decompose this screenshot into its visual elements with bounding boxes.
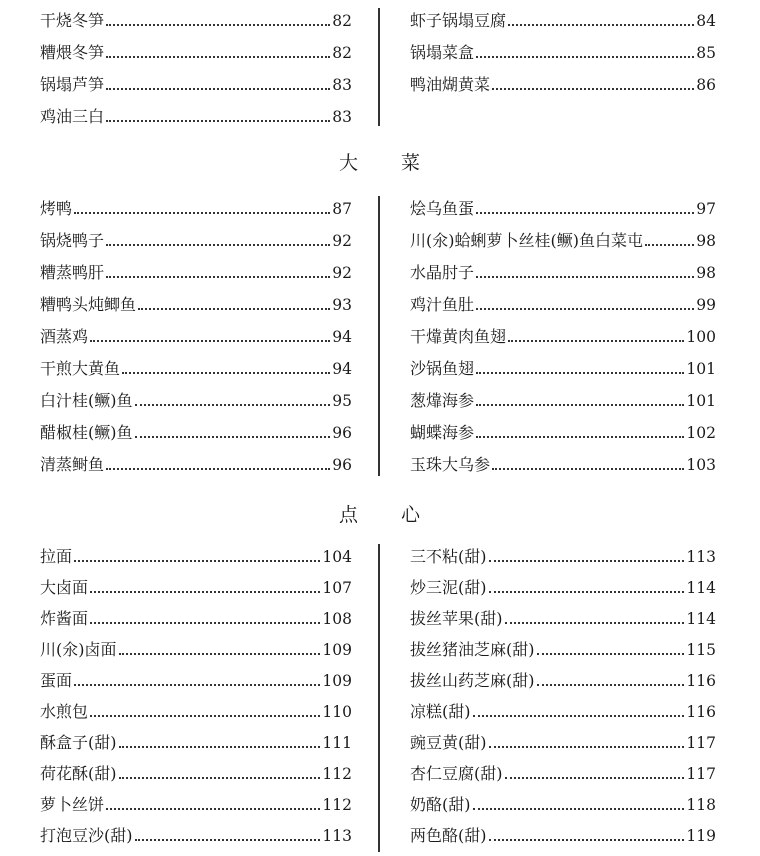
toc-entry xyxy=(410,228,716,254)
leader-dots xyxy=(476,436,684,438)
entry-page: 117 xyxy=(686,765,716,783)
leader-dots xyxy=(476,212,694,214)
toc-entry xyxy=(410,292,716,318)
entry-name: 葱㸆海参 xyxy=(410,391,475,410)
entry-name: 拔丝猪油芝麻(甜) xyxy=(410,640,535,659)
entry-name: 锅烧鸭子 xyxy=(40,231,105,250)
entry-name: 干煎大黄鱼 xyxy=(40,359,121,378)
entry-name: 拉面 xyxy=(40,547,73,566)
toc-entry xyxy=(410,324,716,350)
entry-page: 115 xyxy=(686,641,716,659)
entry-name: 打泡豆沙(甜) xyxy=(40,826,133,845)
entry-name: 虾子锅塌豆腐 xyxy=(410,11,507,30)
toc-entry xyxy=(410,260,716,286)
heading-char: 大 xyxy=(338,152,359,174)
entry-page: 85 xyxy=(696,44,716,62)
toc-entry xyxy=(410,388,716,414)
entry-page: 98 xyxy=(696,232,716,250)
leader-dots xyxy=(645,244,694,246)
entry-page: 84 xyxy=(696,12,716,30)
leader-dots xyxy=(476,404,684,406)
entry-name: 沙锅鱼翅 xyxy=(410,359,475,378)
toc-entry xyxy=(40,823,352,849)
entry-name: 炒三泥(甜) xyxy=(410,578,487,597)
entry-page: 94 xyxy=(332,328,352,346)
leader-dots xyxy=(90,591,320,593)
entry-page: 107 xyxy=(322,579,352,597)
toc-entry xyxy=(40,637,352,663)
entry-name: 拔丝苹果(甜) xyxy=(410,609,503,628)
leader-dots xyxy=(74,212,330,214)
entry-name: 干㸆黄肉鱼翅 xyxy=(410,327,507,346)
leader-dots xyxy=(119,777,321,779)
entry-name: 蛋面 xyxy=(40,671,73,690)
leader-dots xyxy=(90,715,320,717)
leader-dots xyxy=(106,808,320,810)
toc-entry xyxy=(40,699,352,725)
leader-dots xyxy=(492,88,694,90)
entry-page: 95 xyxy=(332,392,352,410)
entry-page: 92 xyxy=(332,232,352,250)
toc-entry xyxy=(40,388,352,414)
toc-entry xyxy=(410,730,716,756)
entry-name: 奶酪(甜) xyxy=(410,795,471,814)
entry-name: 川(氽)卤面 xyxy=(40,640,117,659)
entry-page: 96 xyxy=(332,456,352,474)
entry-page: 93 xyxy=(332,296,352,314)
toc-entry xyxy=(410,637,716,663)
leader-dots xyxy=(489,839,685,841)
entry-name: 杏仁豆腐(甜) xyxy=(410,764,503,783)
entry-page: 114 xyxy=(686,610,716,628)
entry-page: 116 xyxy=(686,672,716,690)
leader-dots xyxy=(476,308,694,310)
toc-entry xyxy=(40,356,352,382)
entry-name: 蝴蝶海参 xyxy=(410,423,475,442)
entry-name: 三不粘(甜) xyxy=(410,547,487,566)
section-heading xyxy=(0,500,760,530)
entry-name: 白汁桂(鳜)鱼 xyxy=(40,391,133,410)
toc-entry xyxy=(40,761,352,787)
entry-name: 萝卜丝饼 xyxy=(40,795,105,814)
entry-name: 烤鸭 xyxy=(40,199,73,218)
entry-page: 119 xyxy=(686,827,716,845)
leader-dots xyxy=(476,276,694,278)
leader-dots xyxy=(106,24,330,26)
entry-name: 炸酱面 xyxy=(40,609,89,628)
entry-page: 83 xyxy=(332,76,352,94)
toc-entry xyxy=(40,324,352,350)
heading-char: 点 xyxy=(338,504,359,526)
toc-entry xyxy=(40,40,352,66)
entry-name: 荷花酥(甜) xyxy=(40,764,117,783)
entry-page: 113 xyxy=(686,548,716,566)
leader-dots xyxy=(505,777,685,779)
entry-page: 104 xyxy=(322,548,352,566)
leader-dots xyxy=(138,308,330,310)
entry-name: 玉珠大乌参 xyxy=(410,455,491,474)
entry-page: 82 xyxy=(332,12,352,30)
entry-page: 110 xyxy=(322,703,352,721)
entry-name: 糟鸭头炖鲫鱼 xyxy=(40,295,137,314)
leader-dots xyxy=(106,120,330,122)
entry-page: 108 xyxy=(322,610,352,628)
section-heading xyxy=(0,148,760,178)
leader-dots xyxy=(90,340,330,342)
leader-dots xyxy=(492,468,684,470)
leader-dots xyxy=(135,436,331,438)
entry-page: 114 xyxy=(686,579,716,597)
toc-entry xyxy=(40,452,352,478)
entry-name: 拔丝山药芝麻(甜) xyxy=(410,671,535,690)
toc-entry xyxy=(40,575,352,601)
toc-entry xyxy=(40,292,352,318)
entry-page: 116 xyxy=(686,703,716,721)
entry-page: 101 xyxy=(686,360,716,378)
toc-entry xyxy=(410,761,716,787)
toc-entry xyxy=(40,260,352,286)
leader-dots xyxy=(135,404,331,406)
entry-name: 凉糕(甜) xyxy=(410,702,471,721)
toc-entry xyxy=(410,356,716,382)
entry-name: 鸡油三白 xyxy=(40,107,105,126)
entry-page: 82 xyxy=(332,44,352,62)
heading-char: 心 xyxy=(401,504,422,526)
entry-page: 109 xyxy=(322,641,352,659)
leader-dots xyxy=(106,244,330,246)
entry-name: 两色酪(甜) xyxy=(410,826,487,845)
toc-entry xyxy=(410,668,716,694)
toc-entry xyxy=(40,196,352,222)
entry-name: 水煎包 xyxy=(40,702,89,721)
toc-entry xyxy=(410,823,716,849)
toc-entry xyxy=(410,575,716,601)
leader-dots xyxy=(74,560,320,562)
leader-dots xyxy=(106,56,330,58)
column-divider xyxy=(378,8,380,126)
toc-entry xyxy=(40,228,352,254)
column-divider xyxy=(378,544,380,852)
entry-page: 100 xyxy=(686,328,716,346)
entry-name: 清蒸鲥鱼 xyxy=(40,455,105,474)
toc-entry xyxy=(40,544,352,570)
leader-dots xyxy=(476,372,684,374)
leader-dots xyxy=(74,684,320,686)
toc-entry xyxy=(40,72,352,98)
leader-dots xyxy=(489,746,685,748)
entry-page: 97 xyxy=(696,200,716,218)
leader-dots xyxy=(135,839,321,841)
toc-entry xyxy=(410,544,716,570)
leader-dots xyxy=(537,653,685,655)
entry-page: 92 xyxy=(332,264,352,282)
toc-entry xyxy=(40,104,352,130)
leader-dots xyxy=(489,560,685,562)
toc-entry xyxy=(40,420,352,446)
entry-name: 豌豆黄(甜) xyxy=(410,733,487,752)
entry-page: 86 xyxy=(696,76,716,94)
leader-dots xyxy=(508,24,694,26)
toc-entry xyxy=(410,40,716,66)
leader-dots xyxy=(476,56,694,58)
entry-name: 醋椒桂(鳜)鱼 xyxy=(40,423,133,442)
leader-dots xyxy=(90,622,320,624)
entry-page: 99 xyxy=(696,296,716,314)
entry-page: 87 xyxy=(332,200,352,218)
entry-page: 103 xyxy=(686,456,716,474)
entry-name: 川(氽)蛤蜊萝卜丝桂(鳜)鱼白菜屯 xyxy=(410,231,643,250)
toc-entry xyxy=(410,196,716,222)
entry-name: 鸡汁鱼肚 xyxy=(410,295,475,314)
leader-dots xyxy=(119,746,321,748)
entry-name: 干烧冬笋 xyxy=(40,11,105,30)
toc-entry xyxy=(410,72,716,98)
leader-dots xyxy=(119,653,321,655)
entry-name: 糟蒸鸭肝 xyxy=(40,263,105,282)
toc-entry xyxy=(410,452,716,478)
entry-name: 烩乌鱼蛋 xyxy=(410,199,475,218)
entry-page: 118 xyxy=(686,796,716,814)
entry-name: 鸭油煳黄菜 xyxy=(410,75,491,94)
entry-page: 112 xyxy=(322,796,352,814)
entry-name: 锅塌菜盒 xyxy=(410,43,475,62)
entry-page: 117 xyxy=(686,734,716,752)
heading-char: 菜 xyxy=(401,152,422,174)
leader-dots xyxy=(106,468,330,470)
leader-dots xyxy=(489,591,685,593)
toc-entry xyxy=(410,420,716,446)
entry-name: 酥盒子(甜) xyxy=(40,733,117,752)
entry-name: 大卤面 xyxy=(40,578,89,597)
toc-entry xyxy=(40,8,352,34)
entry-page: 96 xyxy=(332,424,352,442)
leader-dots xyxy=(508,340,684,342)
leader-dots xyxy=(122,372,330,374)
toc-entry xyxy=(40,792,352,818)
leader-dots xyxy=(106,88,330,90)
toc-entry xyxy=(410,8,716,34)
entry-page: 83 xyxy=(332,108,352,126)
entry-page: 102 xyxy=(686,424,716,442)
entry-name: 酒蒸鸡 xyxy=(40,327,89,346)
entry-page: 94 xyxy=(332,360,352,378)
entry-page: 113 xyxy=(322,827,352,845)
toc-entry xyxy=(40,668,352,694)
entry-page: 112 xyxy=(322,765,352,783)
entry-page: 98 xyxy=(696,264,716,282)
leader-dots xyxy=(106,276,330,278)
entry-name: 锅塌芦笋 xyxy=(40,75,105,94)
entry-page: 109 xyxy=(322,672,352,690)
entry-name: 糟煨冬笋 xyxy=(40,43,105,62)
entry-page: 111 xyxy=(322,734,352,752)
leader-dots xyxy=(505,622,685,624)
leader-dots xyxy=(473,808,685,810)
toc-entry xyxy=(40,730,352,756)
toc-entry xyxy=(410,792,716,818)
leader-dots xyxy=(473,715,685,717)
entry-name: 水晶肘子 xyxy=(410,263,475,282)
leader-dots xyxy=(537,684,685,686)
column-divider xyxy=(378,196,380,476)
toc-entry xyxy=(410,699,716,725)
entry-page: 101 xyxy=(686,392,716,410)
toc-entry xyxy=(40,606,352,632)
toc-entry xyxy=(410,606,716,632)
